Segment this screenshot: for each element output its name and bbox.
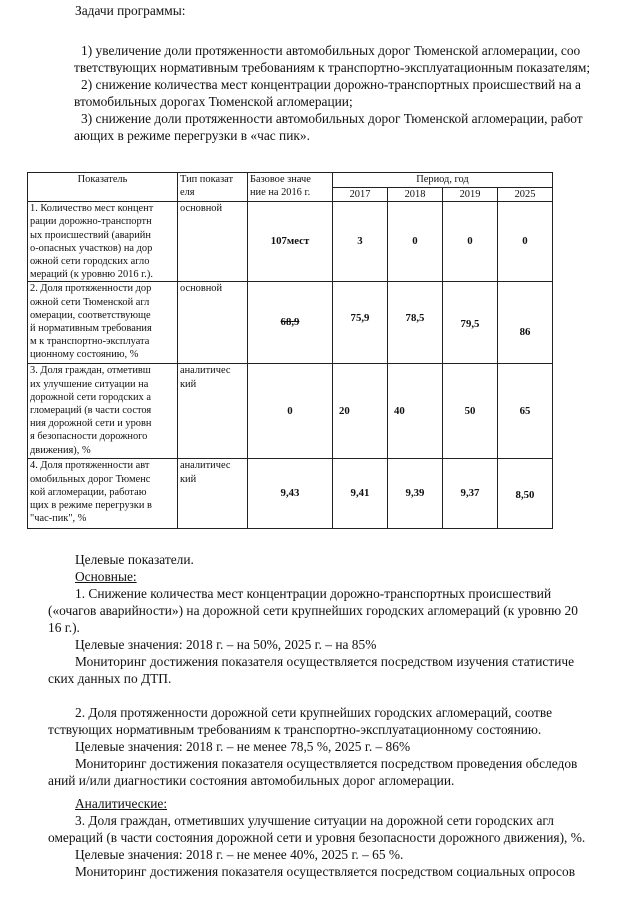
header-period: Период, год — [333, 173, 553, 188]
header-year: 2018 — [388, 188, 443, 202]
table-row — [28, 282, 553, 364]
value-cell: 9,41 — [333, 459, 388, 529]
header-year: 2025 — [498, 188, 553, 202]
value-cell: 75,9 — [333, 282, 388, 364]
table-row — [28, 202, 553, 282]
base-value: 68,9 — [280, 316, 300, 329]
table-row — [28, 459, 553, 529]
type-cell: аналитичес кий — [178, 364, 248, 459]
value-cell: 8,50 — [498, 459, 553, 529]
indicator-cell: 4. Доля протяженности авт омобильных дорог Тюменс кой агломерации, работаю щих в режиме перегрузки в "час-пик", % — [28, 459, 178, 529]
indicator-cell: 1. Количество мест концент рации дорожно-транспортн ых происшествий (аварийн о-опасных участков) на дор ожной сети городских агло мераций (к уровню 2016 г.). — [28, 202, 178, 282]
value-cell: 40 — [388, 364, 443, 459]
value-cell: 79,5 — [443, 282, 498, 364]
main-indicators-heading: Основные: — [75, 569, 137, 584]
indicator-3-monitoring: Мониторинг достижения показателя осуществляется посредством социальных опросов — [75, 864, 576, 879]
targets-heading: Целевые показатели. Основные: — [75, 552, 194, 584]
base-value-cell — [248, 282, 333, 364]
value-cell: 9,39 — [388, 459, 443, 529]
indicator-2-text: 2. Доля протяженности дорожной сети крупнейших городских агломераций, соотве тствующих нормативным требованиям к транспортно-эксплуатационному состоянию. — [48, 705, 553, 737]
indicators-table — [27, 172, 553, 529]
indicator-1-text: 1. Снижение количества мест концентрации дорожно-транспортных происшествий («очагов аварийности») на дорожной сети крупнейших городских агломераций (к уровню 20 16 г.). — [48, 586, 578, 635]
type-cell: основной — [178, 202, 248, 282]
table-row — [28, 364, 553, 459]
header-year: 2019 — [443, 188, 498, 202]
type-cell: основной — [178, 282, 248, 364]
base-value-cell: 107мест — [248, 202, 333, 282]
value-cell: 9,37 — [443, 459, 498, 529]
indicator-1-values: Целевые значения: 2018 г. – на 50%, 2025 г. – на 85% — [75, 637, 377, 652]
base-value-cell: 0 — [248, 364, 333, 459]
value-cell: 0 — [498, 202, 553, 282]
value-cell: 0 — [443, 202, 498, 282]
value-cell: 78,5 — [388, 282, 443, 364]
task-1: 1) увеличение доли протяженности автомобильных дорог Тюменской агломерации, соо тветствующих нормативным требованиям к транспортно-эксплуатационным показателям; — [74, 43, 591, 75]
value-cell: 86 — [498, 282, 553, 364]
value-cell: 50 — [443, 364, 498, 459]
base-value-cell: 9,43 — [248, 459, 333, 529]
value-cell: 65 — [498, 364, 553, 459]
header-year: 2017 — [333, 188, 388, 202]
header-type: Тип показат еля — [178, 173, 248, 202]
indicator-3-values: Целевые значения: 2018 г. – не менее 40%, 2025 г. – 65 %. — [75, 847, 404, 862]
indicator-3-text: 3. Доля граждан, отметивших улучшение ситуации на дорожной сети городских агл омераций (в части состояния дорожной сети и уровня безопасности дорожного движения), %. — [48, 813, 586, 845]
indicator-cell: 2. Доля протяженности дор ожной сети Тюменской агл омерации, соответствующе й нормативным требования м к транспортно-эксплуата ционному состоянию, % — [28, 282, 178, 364]
tasks-heading: Задачи программы: — [75, 3, 186, 18]
indicator-2-values: Целевые значения: 2018 г. – не менее 78,5 %, 2025 г. – 86% — [75, 739, 411, 754]
header-base: Базовое значе ние на 2016 г. — [248, 173, 333, 202]
value-cell: 0 — [388, 202, 443, 282]
header-indicator: Показатель — [28, 173, 178, 202]
task-2: 2) снижение количества мест концентрации дорожно-транспортных происшествий на а втомобильных дорогах Тюменской агломерации; — [74, 77, 582, 109]
value-cell: 3 — [333, 202, 388, 282]
indicator-1-monitoring: Мониторинг достижения показателя осуществляется посредством изучения статистиче ских данных по ДТП. — [48, 654, 575, 686]
indicator-2-monitoring: Мониторинг достижения показателя осуществляется посредством проведения обследов аний и/или диагностики состояния автомобильных дорог агломерации. — [48, 756, 578, 788]
analytic-indicators-heading: Аналитические: — [75, 796, 168, 811]
type-cell: аналитичес кий — [178, 459, 248, 529]
indicator-cell: 3. Доля граждан, отметивш их улучшение ситуации на дорожной сети городских а гломераций (в части состоя ния дорожной сети и уровн я безопасности дорожного движения), % — [28, 364, 178, 459]
task-3: 3) снижение доли протяженности автомобильных дорог Тюменской агломерации, работ ающих в режиме перегрузки в «час пик». — [74, 111, 583, 143]
value-cell: 20 — [333, 364, 388, 459]
